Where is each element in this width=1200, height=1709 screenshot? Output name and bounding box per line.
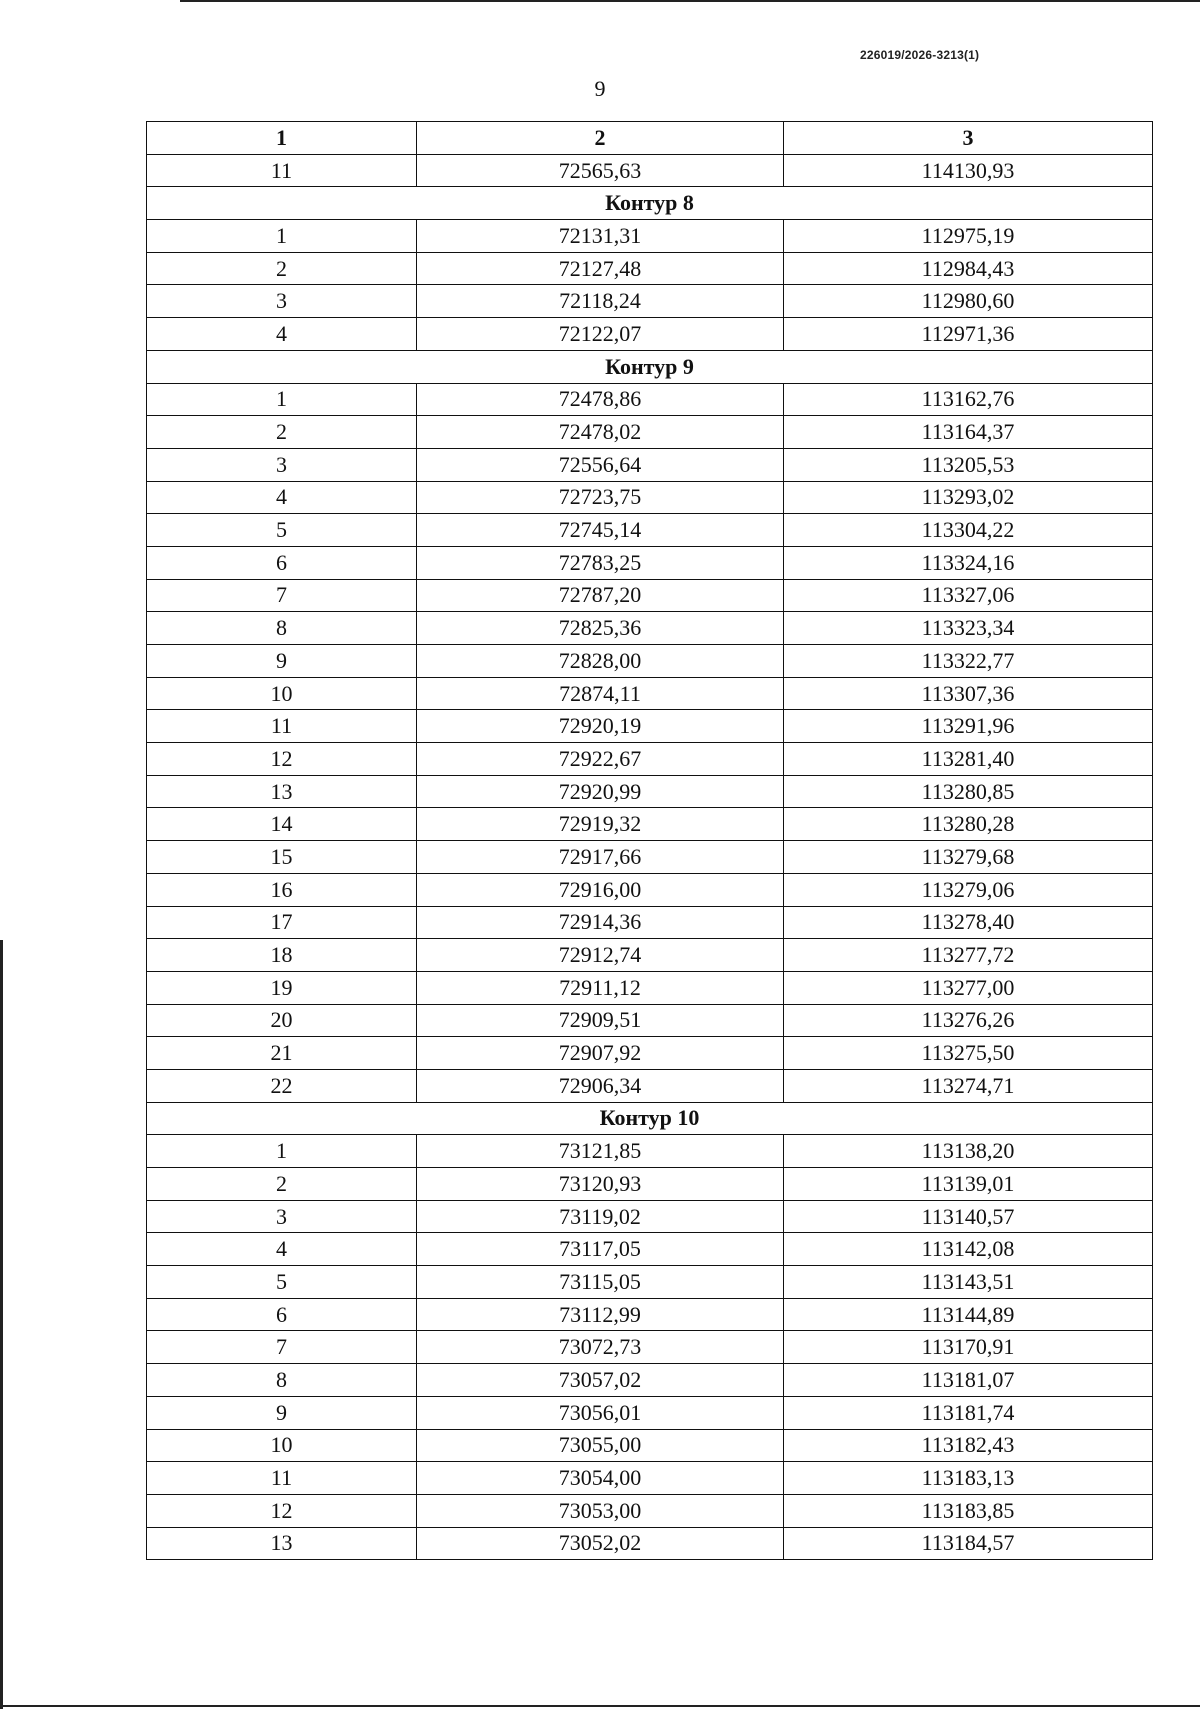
y-coordinate-cell: 113277,72 [784,939,1153,972]
table-row [147,1168,1153,1201]
y-coordinate-cell: 113164,37 [784,416,1153,449]
table-row [147,252,1153,285]
x-coordinate-cell: 73112,99 [417,1298,784,1331]
table-row [147,1462,1153,1495]
point-number-cell: 6 [147,546,417,579]
point-number-cell: 5 [147,1266,417,1299]
table-row [147,285,1153,318]
y-coordinate-cell: 113322,77 [784,645,1153,678]
table-row [147,743,1153,776]
table-row [147,808,1153,841]
point-number-cell: 22 [147,1069,417,1102]
point-number-cell: 5 [147,514,417,547]
point-number-cell: 13 [147,775,417,808]
point-number-cell: 14 [147,808,417,841]
point-number-cell: 2 [147,1168,417,1201]
table-row [147,645,1153,678]
x-coordinate-cell: 72911,12 [417,971,784,1004]
x-coordinate-cell: 72787,20 [417,579,784,612]
x-coordinate-cell: 72919,32 [417,808,784,841]
y-coordinate-cell: 114130,93 [784,154,1153,187]
point-number-cell: 16 [147,873,417,906]
point-number-cell: 10 [147,1429,417,1462]
x-coordinate-cell: 72825,36 [417,612,784,645]
contour-title: Контур 10 [147,1102,1153,1135]
table-row [147,841,1153,874]
point-number-cell: 15 [147,841,417,874]
y-coordinate-cell: 113139,01 [784,1168,1153,1201]
y-coordinate-cell: 113183,85 [784,1494,1153,1527]
point-number-cell: 4 [147,481,417,514]
table-row [147,1200,1153,1233]
point-number-cell: 3 [147,1200,417,1233]
point-number-cell: 17 [147,906,417,939]
point-number-cell: 19 [147,971,417,1004]
point-number-cell: 11 [147,154,417,187]
point-number-cell: 18 [147,939,417,972]
point-number-cell: 2 [147,252,417,285]
table-row [147,546,1153,579]
table-row [147,1004,1153,1037]
table-row [147,1396,1153,1429]
document-id: 226019/2026-3213(1) [860,48,980,62]
x-coordinate-cell: 73117,05 [417,1233,784,1266]
point-number-cell: 8 [147,612,417,645]
y-coordinate-cell: 113140,57 [784,1200,1153,1233]
y-coordinate-cell: 113182,43 [784,1429,1153,1462]
x-coordinate-cell: 72906,34 [417,1069,784,1102]
x-coordinate-cell: 72920,99 [417,775,784,808]
table-row [147,514,1153,547]
y-coordinate-cell: 113275,50 [784,1037,1153,1070]
point-number-cell: 3 [147,448,417,481]
x-coordinate-cell: 72127,48 [417,252,784,285]
table-row [147,1429,1153,1462]
scan-edge-left [0,940,3,1709]
x-coordinate-cell: 72874,11 [417,677,784,710]
y-coordinate-cell: 113327,06 [784,579,1153,612]
x-coordinate-cell: 72118,24 [417,285,784,318]
y-coordinate-cell: 112984,43 [784,252,1153,285]
point-number-cell: 11 [147,1462,417,1495]
table-row [147,383,1153,416]
contour-header-row [147,350,1153,383]
contour-title: Контур 9 [147,350,1153,383]
y-coordinate-cell: 113291,96 [784,710,1153,743]
y-coordinate-cell: 113205,53 [784,448,1153,481]
x-coordinate-cell: 72922,67 [417,743,784,776]
table-row [147,448,1153,481]
table-row [147,416,1153,449]
x-coordinate-cell: 72723,75 [417,481,784,514]
x-coordinate-cell: 73056,01 [417,1396,784,1429]
y-coordinate-cell: 113280,28 [784,808,1153,841]
y-coordinate-cell: 112975,19 [784,220,1153,253]
x-coordinate-cell: 72131,31 [417,220,784,253]
y-coordinate-cell: 113143,51 [784,1266,1153,1299]
table-row [147,1135,1153,1168]
y-coordinate-cell: 113276,26 [784,1004,1153,1037]
point-number-cell: 7 [147,579,417,612]
point-number-cell: 9 [147,645,417,678]
column-header-3: 3 [784,122,1153,155]
coordinates-table [146,121,1153,1560]
y-coordinate-cell: 113307,36 [784,677,1153,710]
y-coordinate-cell: 113181,07 [784,1364,1153,1397]
point-number-cell: 2 [147,416,417,449]
page-number: 9 [594,76,606,101]
table-row [147,1233,1153,1266]
point-number-cell: 11 [147,710,417,743]
x-coordinate-cell: 72917,66 [417,841,784,874]
table-row [147,710,1153,743]
point-number-cell: 1 [147,1135,417,1168]
point-number-cell: 12 [147,743,417,776]
table-row [147,906,1153,939]
point-number-cell: 10 [147,677,417,710]
table-row [147,481,1153,514]
point-number-cell: 6 [147,1298,417,1331]
x-coordinate-cell: 73072,73 [417,1331,784,1364]
y-coordinate-cell: 113181,74 [784,1396,1153,1429]
point-number-cell: 8 [147,1364,417,1397]
table-row [147,1364,1153,1397]
x-coordinate-cell: 73052,02 [417,1527,784,1560]
x-coordinate-cell: 73057,02 [417,1364,784,1397]
x-coordinate-cell: 73054,00 [417,1462,784,1495]
table-row [147,1331,1153,1364]
x-coordinate-cell: 73120,93 [417,1168,784,1201]
y-coordinate-cell: 113170,91 [784,1331,1153,1364]
y-coordinate-cell: 113144,89 [784,1298,1153,1331]
table-row [147,1298,1153,1331]
y-coordinate-cell: 113279,06 [784,873,1153,906]
point-number-cell: 21 [147,1037,417,1070]
y-coordinate-cell: 113281,40 [784,743,1153,776]
x-coordinate-cell: 73053,00 [417,1494,784,1527]
point-number-cell: 4 [147,318,417,351]
y-coordinate-cell: 113142,08 [784,1233,1153,1266]
table-row [147,939,1153,972]
table-row [147,579,1153,612]
table-row [147,1527,1153,1560]
x-coordinate-cell: 72907,92 [417,1037,784,1070]
x-coordinate-cell: 72912,74 [417,939,784,972]
x-coordinate-cell: 72909,51 [417,1004,784,1037]
point-number-cell: 7 [147,1331,417,1364]
scan-edge-top [180,0,1200,2]
y-coordinate-cell: 113138,20 [784,1135,1153,1168]
table-row [147,220,1153,253]
table-row [147,318,1153,351]
y-coordinate-cell: 113279,68 [784,841,1153,874]
table-header-row [147,122,1153,155]
point-number-cell: 1 [147,220,417,253]
x-coordinate-cell: 72478,86 [417,383,784,416]
y-coordinate-cell: 113304,22 [784,514,1153,547]
scan-edge-bottom [0,1705,1200,1707]
x-coordinate-cell: 72920,19 [417,710,784,743]
contour-header-row [147,187,1153,220]
x-coordinate-cell: 73121,85 [417,1135,784,1168]
y-coordinate-cell: 113324,16 [784,546,1153,579]
y-coordinate-cell: 113183,13 [784,1462,1153,1495]
y-coordinate-cell: 113277,00 [784,971,1153,1004]
y-coordinate-cell: 112980,60 [784,285,1153,318]
table-body [147,154,1153,1560]
y-coordinate-cell: 113280,85 [784,775,1153,808]
point-number-cell: 20 [147,1004,417,1037]
table-row [147,1494,1153,1527]
y-coordinate-cell: 113274,71 [784,1069,1153,1102]
point-number-cell: 1 [147,383,417,416]
x-coordinate-cell: 72122,07 [417,318,784,351]
y-coordinate-cell: 112971,36 [784,318,1153,351]
table-row [147,873,1153,906]
x-coordinate-cell: 72556,64 [417,448,784,481]
table-row [147,1037,1153,1070]
table-row [147,154,1153,187]
x-coordinate-cell: 72828,00 [417,645,784,678]
y-coordinate-cell: 113184,57 [784,1527,1153,1560]
contour-title: Контур 8 [147,187,1153,220]
table-row [147,775,1153,808]
table-row [147,1266,1153,1299]
table-row [147,612,1153,645]
x-coordinate-cell: 72478,02 [417,416,784,449]
table-row [147,677,1153,710]
table-row [147,1069,1153,1102]
x-coordinate-cell: 73055,00 [417,1429,784,1462]
y-coordinate-cell: 113323,34 [784,612,1153,645]
table-row [147,971,1153,1004]
column-header-2: 2 [417,122,784,155]
x-coordinate-cell: 73119,02 [417,1200,784,1233]
point-number-cell: 13 [147,1527,417,1560]
point-number-cell: 9 [147,1396,417,1429]
y-coordinate-cell: 113162,76 [784,383,1153,416]
y-coordinate-cell: 113293,02 [784,481,1153,514]
x-coordinate-cell: 72914,36 [417,906,784,939]
contour-header-row [147,1102,1153,1135]
column-header-1: 1 [147,122,417,155]
y-coordinate-cell: 113278,40 [784,906,1153,939]
x-coordinate-cell: 73115,05 [417,1266,784,1299]
point-number-cell: 3 [147,285,417,318]
x-coordinate-cell: 72916,00 [417,873,784,906]
point-number-cell: 12 [147,1494,417,1527]
point-number-cell: 4 [147,1233,417,1266]
x-coordinate-cell: 72565,63 [417,154,784,187]
x-coordinate-cell: 72745,14 [417,514,784,547]
x-coordinate-cell: 72783,25 [417,546,784,579]
